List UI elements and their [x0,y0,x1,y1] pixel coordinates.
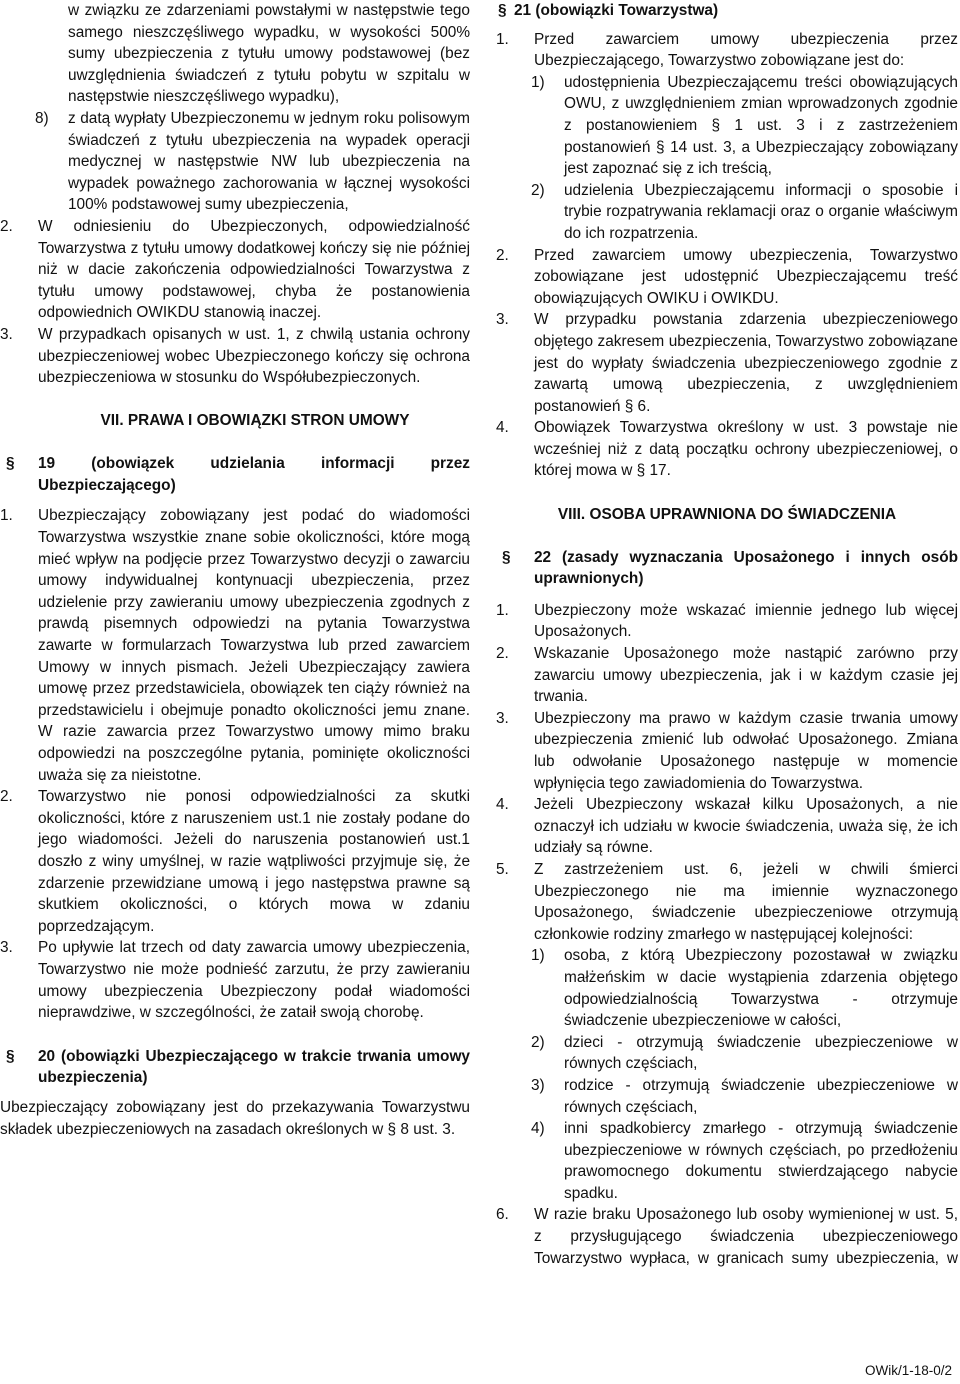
paragraph-number: 5. [496,860,509,878]
subitem-number: 3) [531,1076,545,1094]
section-21-item-4 [496,417,958,482]
section-19-heading [0,453,470,496]
section-22-subitem-1 [531,945,958,1031]
document-code: OWik/1-18-0/2 [864,1363,952,1378]
section-21-item-2 [496,245,958,310]
paragraph-number: 2. [496,645,509,663]
paragraph-text: Ubezpieczony może wskazać imiennie jednego lub więcej Uposażonych. [534,601,958,641]
chapter-heading-7: VII. PRAWA I OBOWIĄZKI STRON UMOWY [100,411,410,429]
section-title: 20 (obowiązki Ubezpieczającego w trakcie trwania umowy ubezpieczenia) [38,1047,470,1087]
subitem-text: osoba, z którą Ubezpieczony pozostawał w związku małżeńskim w dacie wystąpienia zdarzenia objętego odpowiedzialnością Towarzystwa - otrzymuje świadczenie ubezpieczeniowe w całości, [564,947,958,1030]
subitem-text: inni spadkobiercy zmarłego - otrzymują świadczenie ubezpieczeniowe w równych częściach, po przedłożeniu prawomocnego dokumentu stwierdzającego nabycie spadku. [564,1120,958,1202]
section-title: 22 (zasady wyznaczania Uposażonego i innych osób uprawnionych) [534,548,958,588]
section-title: 21 (obowiązki Towarzystwa) [514,2,719,19]
section-22-heading [496,547,958,590]
paragraph-number: 1. [0,507,13,525]
list-text: z datą wypłaty Ubezpieczonemu w jednym roku polisowym świadczeń z tytułu ubezpieczenia na wypadek operacji medycznej w następstwie NW lub ubezpieczenia na wypadek poważnego zachorowania w łącznej wysokości 100% podstawowej sumy ubezpieczenia, [68,109,470,214]
section-22-subitem-3 [531,1075,958,1118]
paragraph-number: 3. [0,939,13,957]
paragraph-text: Przed zawarciem umowy ubezpieczenia przez Ubezpieczającego, Towarzystwo zobowiązane jest do: [534,30,958,70]
section-22-item-3 [496,708,958,794]
section-22-item-6 [496,1204,958,1269]
section-20-heading [0,1046,470,1089]
paragraph-2 [0,216,470,324]
section-22-subitem-2 [531,1032,958,1075]
subitem-text: udzielenia Ubezpieczającemu informacji o sposobie i trybie rozpatrywania reklamacji oraz o organie właściwym do ich rozpatrzenia. [564,181,958,242]
paragraph-text: Towarzystwo nie ponosi odpowiedzialności za skutki okoliczności, które z naruszeniem ust.1 nie zostały podane do jego wiadomości. Jeżeli do naruszenia postanowień ust.1 doszło z winy umyślnej, w razie wątpliwości przyjmuje się, że zdarzenie przewidziane umową i jego następstwa prawne są skutkiem okoliczności, o których mowa w zdaniu poprzedzającym. [38,788,470,935]
paragraph-text: Ubezpieczony ma prawo w każdym czasie trwania umowy ubezpieczenia zmienić lub odwołać Uposażonego. Zmiana lub odwołanie Uposażonego następuje w momencie wpłynięcia tego zawiadomienia do Towarzystwa. [534,709,958,792]
section-22-subitem-4 [531,1118,958,1204]
paragraph-text: Jeżeli Ubezpieczony wskazał kilku Uposażonych, a nie oznaczył ich udziału w kwocie świadczenia, uważa się, że ich udziały są równe. [534,796,958,857]
section-19-item-3 [0,937,470,1023]
section-21-subitem-1 [531,72,958,180]
subitem-number: 4) [531,1120,545,1138]
paragraph-text: Po upływie lat trzech od daty zawarcia umowy ubezpieczenia, Towarzystwo nie może podnieść zarzutu, że przy zawieraniu umowy ubezpieczenia Ubezpieczony podał wiadomości nieprawdziwe, w szczególności, że zataił swoją chorobę. [38,939,470,1022]
subitem-text: rodzice - otrzymują świadczenie ubezpieczeniowe w równych częściach, [564,1076,958,1116]
paragraph-number: 3. [0,325,13,343]
section-21-item-1 [496,29,958,72]
section-title: 19 (obowiązek udzielania informacji przez Ubezpieczającego) [38,455,470,494]
paragraph-number: 4. [496,796,509,814]
section-21-subitem-2 [531,180,958,245]
paragraph-number: 2. [0,788,13,806]
subitem-number: 2) [531,1033,545,1051]
paragraph-text: W przypadku powstania zdarzenia ubezpieczeniowego objętego zakresem ubezpieczenia, Towarzystwo zobowiązane jest do wypłaty świadczenia ubezpieczeniowego zgodnie z zawartą umową ubezpieczenia, z uwzględnieniem postanowień § 6. [534,311,958,415]
section-22-item-5 [496,859,958,945]
section-22-item-4 [496,794,958,859]
paragraph-text: W odniesieniu do Ubezpieczonych, odpowiedzialność Towarzystwa z tytułu umowy dodatkowej kończy się nie później niż w dacie zakończenia odpowiedzialności Towarzystwa z tytułu umowy podstawowej, chyba że postanowienia odpowiednich OWIKDU stanowią inaczej. [38,217,470,322]
section-22-item-2 [496,643,958,708]
chapter-heading-8: VIII. OSOBA UPRAWNIONA DO ŚWIADCZENIA [557,506,897,524]
paragraph-text: W przypadkach opisanych w ust. 1, z chwilą ustania ochrony ubezpieczeniowej wobec Ubezpieczonego kończy się ochrona ubezpieczeniowa w stosunku do Współubezpieczonych. [38,325,470,387]
section-20-text: Ubezpieczający zobowiązany jest do przekazywania Towarzystwu składek ubezpieczeniowych na zasadach określonych w § 8 ust. 3. [0,1098,470,1138]
paragraph-text: Przed zawarciem umowy ubezpieczenia, Towarzystwo zobowiązane jest udostępnić Ubezpieczającemu treść obowiązujących OWIKU i OWIKDU. [534,246,958,307]
paragraph-number: 1. [496,601,509,619]
paragraph-number: 2. [496,246,509,264]
section-21-item-3 [496,309,958,417]
paragraph-text: Obowiązek Towarzystwa określony w ust. 3 powstaje nie wcześniej niż z datą początku ochrony ubezpieczeniowej, o której mowa w § 17. [534,419,958,480]
paragraph-number: 2. [0,217,13,235]
paragraph-number: 3. [496,311,509,329]
subitem-text: dzieci - otrzymują świadczenie ubezpieczeniowe w równych częściach, [564,1033,958,1073]
subitem-text: udostępnienia Ubezpieczającemu treści obowiązujących OWU, z uwzględnieniem zmian wprowadzonych zgodnie z postanowieniem § 1 ust. 3 i z zastrzeżeniem postanowień § 14 ust. 3, a Ubezpieczający zobowiązany jest zapoznać się z ich treścią, [564,73,958,178]
right-column [496,0,958,1269]
paragraph-text: Ubezpieczający zobowiązany jest podać do wiadomości Towarzystwa wszystkie znane sobie okoliczności, które mogą mieć wpływ na podjęcie przez Towarzystwo decyzji o zawarciu umowy indywidualnej kontynuacji ubezpieczenia, przez udzielenie przy zawieraniu umowy ubezpieczenia zgodnych z prawdą pisemnych odpowiedzi na pytania Towarzystwa zawarte w formularzach Towarzystwa lub przed zawarciem Umowy w innych pismach. Jeżeli Ubezpieczający zawiera umowę przez przedstawiciela, obowiązek ten ciąży również na przedstawicielu i obejmuje ponadto okoliczności jemu znane. W razie zawarcia przez Towarzystwo umowy mimo braku odpowiedzi na poszczególne pytania, pominięte okoliczności uważa się za nieistotne. [38,507,470,784]
subitem-number: 1) [531,73,545,91]
subitem-number: 1) [531,947,545,965]
list-number: 8) [35,109,49,127]
list-item-8 [35,108,470,216]
paragraph-text: Wskazanie Uposażonego może nastąpić zarówno przy zawarciu umowy ubezpieczenia, jak i w każdym czasie jej trwania. [534,645,958,706]
item-7-continuation: w związku ze zdarzeniami powstałymi w następstwie tego samego nieszczęśliwego wypadku, w wysokości 500% sumy ubezpieczenia z tytułu umowy podstawowej (bez uwzględnienia świadczeń z tytułu pobytu w szpitalu w następstwie nieszczęśliwego wypadku), [68,2,470,106]
paragraph-text: Z zastrzeżeniem ust. 6, jeżeli w chwili śmierci Ubezpieczonego nie ma imiennie wyznaczonego Uposażonego, świadczenie ubezpieczeniowe otrzymują członkowie rodziny zmarłego w następującej kolejności: [534,860,958,943]
subitem-number: 2) [531,181,545,199]
paragraph-text: W razie braku Uposażonego lub osoby wymienionej w ust. 5, z przysługującego świadczenia ubezpieczeniowego Towarzystwo wypłaca, w granicach sumy ubezpieczenia, w [534,1206,958,1267]
section-symbol: § [6,1047,15,1065]
section-19-item-1 [0,505,470,786]
section-symbol: § [502,548,511,566]
section-symbol: § [498,2,507,19]
paragraph-number: 4. [496,419,509,437]
paragraph-number: 1. [496,30,509,48]
paragraph-3 [0,324,470,389]
paragraph-number: 3. [496,709,509,727]
section-19-item-2 [0,786,470,937]
section-symbol: § [6,455,15,473]
section-21-heading [496,0,958,22]
left-column [0,0,470,1140]
paragraph-number: 6. [496,1206,509,1224]
section-22-item-1 [496,600,958,643]
